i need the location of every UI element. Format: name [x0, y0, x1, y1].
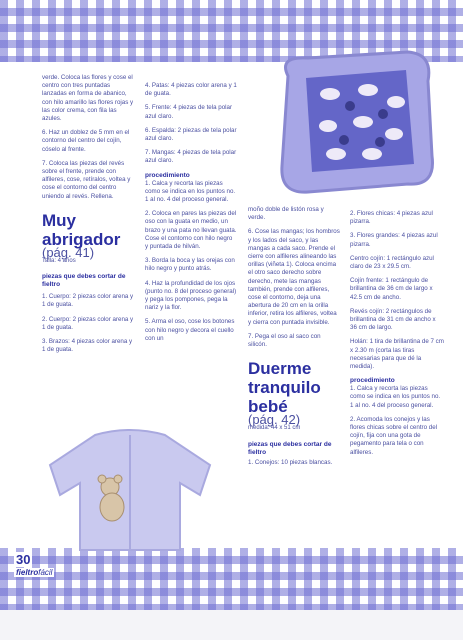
project-title: Muy abrigador: [42, 210, 121, 249]
column-1: [42, 74, 134, 360]
piece-item: 6. Espalda: 2 piezas de tela polar azul claro.: [145, 126, 237, 143]
procedure-step: 1. Calca y recorta las piezas como se indica en los puntos no. 1 al no. 4 del proceso general.: [145, 179, 236, 204]
sweater-photo: [40, 425, 220, 555]
piece-item: 3. Flores grandes: 4 piezas azul pizarra.: [350, 232, 438, 248]
instruction-text: 7. Coloca las piezas del revés sobre el frente, prende con alfileres, cose, retíralos, voltea y cose el contorno del centro uniendo al revés. Rellena.: [42, 159, 131, 200]
pieces-heading: piezas que debes cortar de fieltro: [42, 273, 126, 289]
procedure-heading: procedimiento: [350, 377, 395, 385]
piece-item: 3. Brazos: 4 piezas color arena y 1 de guata.: [42, 338, 133, 354]
pillow-photo: [268, 46, 438, 196]
instruction-text: moño doble de listón rosa y verde.: [248, 206, 324, 222]
procedure-heading: procedimiento: [145, 171, 190, 179]
piece-item: 2. Flores chicas: 4 piezas azul pizarra.: [350, 210, 433, 226]
page-bottom-margin: [0, 610, 463, 640]
piece-item: Revés cojín: 2 rectángulos de brillantina de 31 cm de ancho x 36 cm de largo.: [350, 307, 436, 332]
piece-item: 4. Patas: 4 piezas color arena y 1 de guata.: [145, 82, 237, 98]
instruction-text: verde. Coloca las flores y cose el centro con tres puntadas lanzadas en forma de abanico, con hilo amarillo las flores rojas y las color crema, con fila las azules.: [42, 74, 134, 123]
size-label: medida: 44 x 51 cm: [248, 425, 301, 432]
procedure-step: 2. Acomoda los conejos y las flores chicas sobre el centro del cojín, fija con una gota de pegamento para tela o con alfileres.: [350, 415, 438, 456]
size-label: Talla: 4 años: [42, 258, 76, 265]
pieces-heading: piezas que debes cortar de fieltro: [248, 440, 332, 456]
brand-bold: fieltro: [16, 568, 39, 577]
page-reference: (pág. 41): [42, 244, 95, 260]
bottom-gingham-border: [0, 548, 463, 610]
piece-item: Centro cojín: 1 rectángulo azul claro de 23 x 29.5 cm.: [350, 254, 434, 271]
piece-item: 7. Mangas: 4 piezas de tela polar azul claro.: [145, 149, 237, 165]
page-number: 30: [16, 552, 31, 567]
brand-light: fácil: [38, 568, 53, 577]
column-2: [145, 82, 237, 349]
instruction-text: 7. Pega el oso al saco con silicón.: [248, 332, 321, 349]
column-4: [350, 210, 444, 463]
piece-item: Holán: 1 tira de brillantina de 7 cm x 2.30 m (corta las tiras necesarias para que dé la medida).: [350, 338, 444, 371]
piece-item: 1. Cuerpo: 2 piezas color arena y 1 de guata.: [42, 293, 134, 309]
procedure-step: 4. Haz la profundidad de los ojos (punto no. 8 del proceso general) y pega los pompones, pega la nariz y la flor.: [145, 279, 237, 312]
procedure-step: 5. Arma el oso, cose los botones con hilo negro y decora el cuello con un: [145, 318, 235, 342]
procedure-step: 3. Borda la boca y las orejas con hilo negro y punto atrás.: [145, 257, 235, 273]
page-reference: (pág. 42): [248, 412, 301, 428]
piece-item: 1. Conejos: 10 piezas blancas.: [248, 458, 333, 466]
piece-item: 5. Frente: 4 piezas de tela polar azul claro.: [145, 104, 233, 120]
instruction-text: 6. Haz un doblez de 5 mm en el contorno del centro del cojín, cóselo al frente.: [42, 129, 130, 153]
procedure-step: 1. Calca y recorta las piezas como se indica en los puntos no. 1 al no. 4 del proceso general.: [350, 385, 441, 409]
magazine-brand: [14, 568, 54, 577]
piece-item: 2. Cuerpo: 2 piezas color arena y 1 de guata.: [42, 315, 134, 331]
column-3: [248, 206, 340, 473]
piece-item: Cojín frente: 1 rectángulo de brillantina de 36 cm de largo x 42.5 cm de ancho.: [350, 277, 433, 301]
procedure-step: 2. Coloca en pares las piezas del oso con la guata en medio, un brazo y una pata no llevan guata. Cose el contorno con hilo negro y puntada de hilván.: [145, 210, 237, 251]
instruction-text: 6. Cose las mangas; los hombros y los lados del saco, y las mangas a cada saco. Prende el cierre con alfileres alineando las orillas (viñeta 1). Coloca encima el otro saco derecho sobre derecho, mete las mangas también, prende con alfileres, cose el contorno, deja una abertura de 20 cm en la orilla inferior, retira los alfileres, voltea y cierra con puntada invisible.: [248, 228, 340, 326]
project-title: Duerme tranquilo bebé: [248, 359, 321, 417]
